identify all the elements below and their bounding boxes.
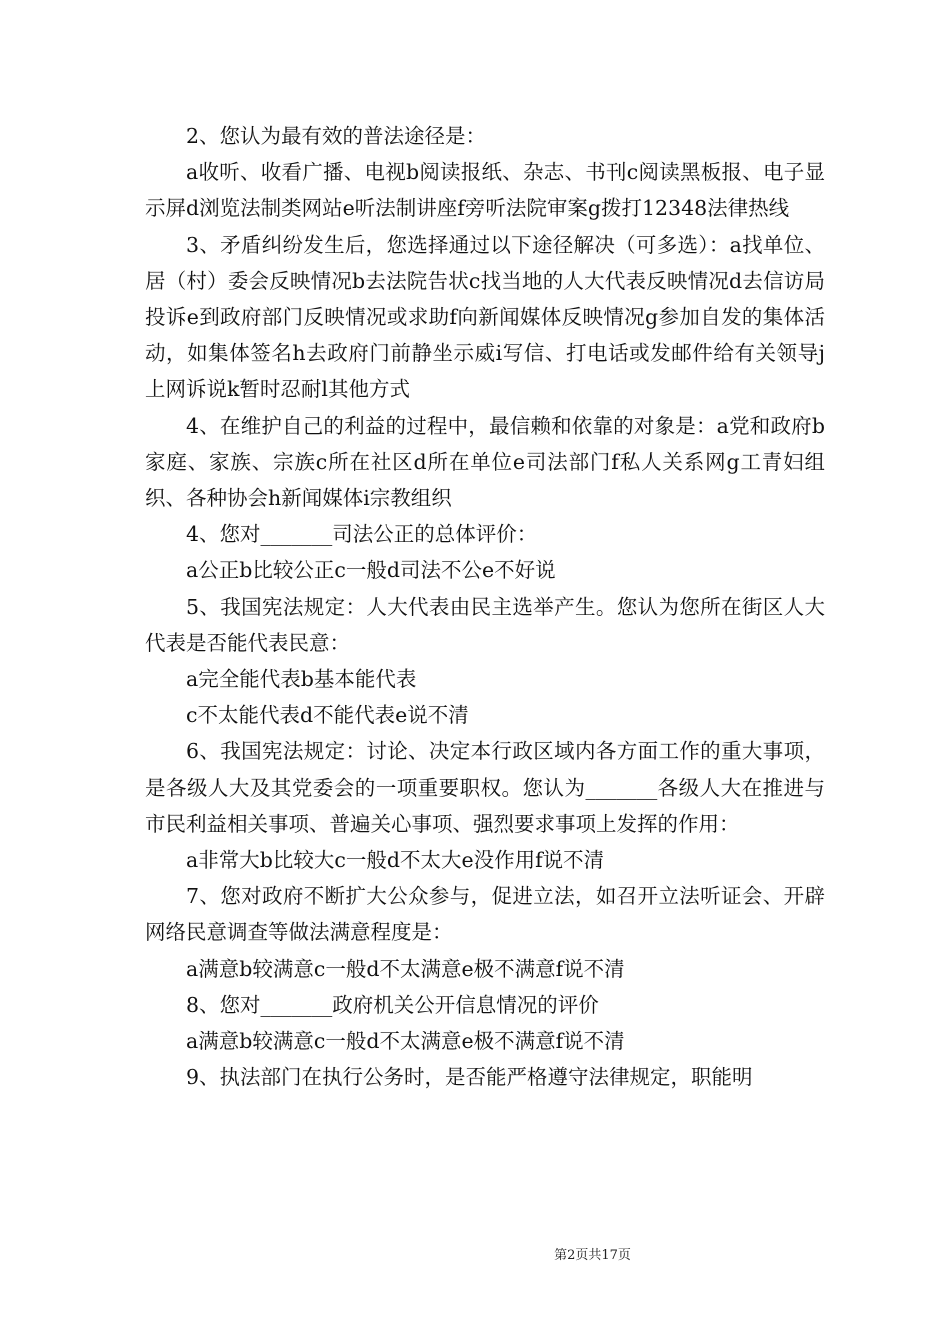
paragraph: 4、在维护自己的利益的过程中，最信赖和依靠的对象是：a党和政府b家庭、家族、宗族c所在社区d所在单位e司法部门f私人关系网g工青妇组织、各种协会h新闻媒体i宗教组织 xyxy=(145,413,825,511)
paragraph: 9、执法部门在执行公务时，是否能严格遵守法律规定，职能明 xyxy=(186,1065,753,1090)
paragraph: 6、我国宪法规定：讨论、决定本行政区域内各方面工作的重大事项，是各级人大及其党委会的一项重要职权。您认为_______各级人大在推进与市民利益相关事项、普遍关心事项、强烈要求事项上发挥的作用： xyxy=(145,739,825,836)
document-body xyxy=(145,118,825,1095)
paragraph: 2、您认为最有效的普法途径是： xyxy=(186,124,487,148)
paragraph: 8、您对_______政府机关公开信息情况的评价 xyxy=(186,992,599,1017)
paragraph: 3、矛盾纠纷发生后，您选择通过以下途径解决（可多选）：a找单位、居（村）委会反映情况b去法院告状c找当地的人大代表反映情况d去信访局投诉e到政府部门反映情况或求助f向新闻媒体反映情况g参加自发的集体活动，如集体签名h去政府门前静坐示威i写信、打电话或发邮件给有关领导j上网诉说k暂时忍耐l其他方式 xyxy=(145,232,825,402)
paragraph: a公正b比较公正c一般d司法不公e不好说 xyxy=(186,558,556,583)
paragraph: a满意b较满意c一般d不太满意e极不满意f说不清 xyxy=(186,956,625,981)
paragraph: 7、您对政府不断扩大公众参与，促进立法，如召开立法听证会、开辟网络民意调查等做法满意程度是： xyxy=(145,884,825,945)
paragraph: 5、我国宪法规定：人大代表由民主选举产生。您认为您所在街区人大代表是否能代表民意： xyxy=(145,594,825,655)
paragraph: a收听、收看广播、电视b阅读报纸、杂志、书刊c阅读黑板报、电子显示屏d浏览法制类网站e听法制讲座f旁听法院审案g拨打12348法律热线 xyxy=(145,160,825,221)
paragraph: a非常大b比较大c一般d不太大e没作用f说不清 xyxy=(186,848,605,873)
paragraph: 4、您对_______司法公正的总体评价： xyxy=(186,522,538,547)
page-number: 第2页共17页 xyxy=(554,1248,631,1263)
paragraph: c不太能代表d不能代表e说不清 xyxy=(186,703,469,728)
paragraph: a满意b较满意c一般d不太满意e极不满意f说不清 xyxy=(186,1029,625,1054)
paragraph: a完全能代表b基本能代表 xyxy=(186,667,417,692)
page-footer xyxy=(0,1244,950,1263)
